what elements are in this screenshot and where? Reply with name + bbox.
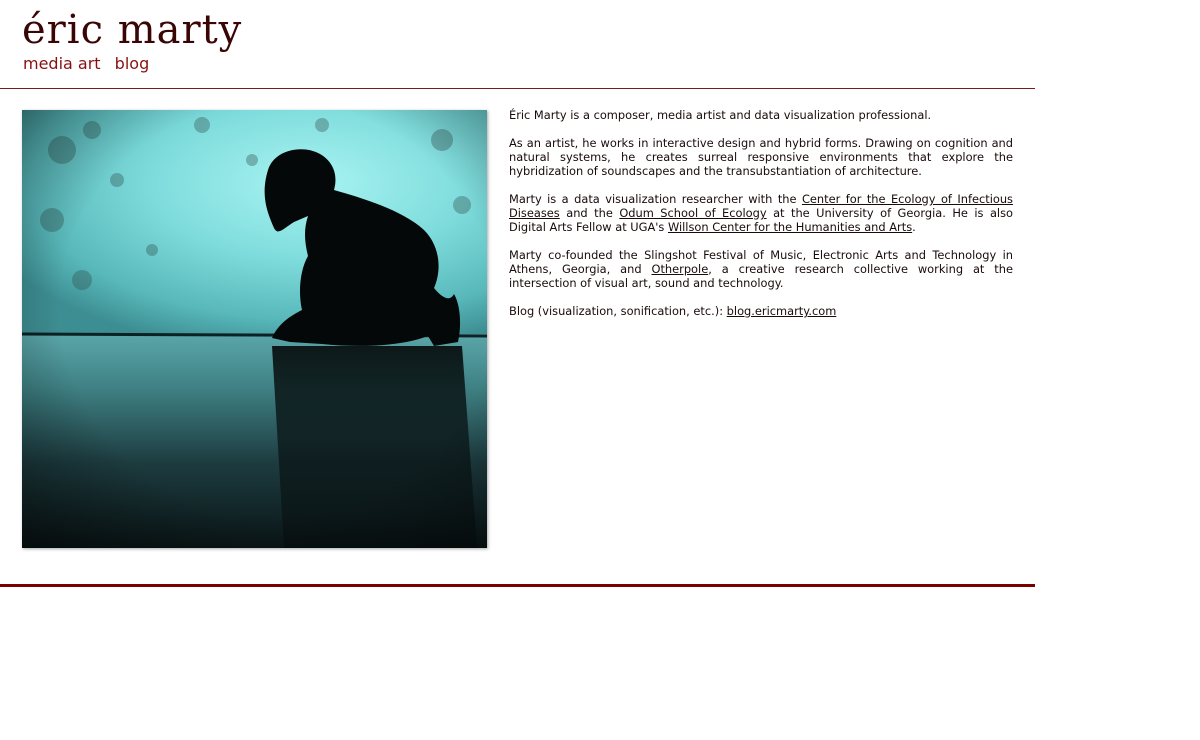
bio-paragraph-artist: As an artist, he works in interactive design and hybrid forms. Drawing on cognition and natural systems, he creates surreal responsive environments that explore the hybridization of soundscapes and the transubstantiation of architecture. bbox=[509, 136, 1013, 178]
bio-text-span: Blog (visualization, sonification, etc.): bbox=[509, 304, 727, 318]
bio-text-span: . bbox=[912, 220, 916, 234]
link-ceid[interactable]: Center for the Ecology of Infectious Diseases bbox=[509, 192, 1013, 220]
bio-text-span: , a creative research collective working at the intersection of visual art, sound and technology. bbox=[509, 262, 1013, 290]
bio-paragraph-slingshot bbox=[509, 248, 1013, 290]
nav-item-media-art[interactable]: media art bbox=[23, 54, 101, 73]
footer-divider bbox=[0, 584, 1035, 587]
bio-paragraph-intro: Éric Marty is a composer, media artist and data visualization professional. bbox=[509, 108, 932, 122]
link-willson-center[interactable]: Willson Center for the Humanities and Arts bbox=[667, 220, 913, 234]
bio-text-span: at the University of Georgia. He is also Digital Arts Fellow at UGA's bbox=[509, 206, 1013, 234]
link-odum-school[interactable]: Odum School of Ecology bbox=[619, 206, 767, 220]
link-otherpole[interactable]: Otherpole bbox=[651, 262, 709, 276]
bio-paragraph-research bbox=[509, 192, 1013, 234]
bio-text-span: Marty is a data visualization researcher with the bbox=[509, 192, 802, 206]
link-blog[interactable]: blog.ericmarty.com bbox=[726, 304, 837, 318]
main-nav bbox=[23, 53, 158, 75]
site-title[interactable]: éric marty bbox=[22, 7, 243, 53]
nav-item-blog[interactable]: blog bbox=[114, 54, 150, 73]
bio-paragraph-blog bbox=[509, 304, 1013, 318]
bio-text-span: Marty co-founded the Slingshot Festival of Music, Electronic Arts and Technology in Athens, Georgia, and bbox=[509, 248, 1013, 276]
artist-photo bbox=[22, 110, 487, 548]
bio-text bbox=[509, 108, 1013, 332]
bio-text-span: and the bbox=[559, 206, 620, 220]
site-header bbox=[0, 0, 1035, 89]
